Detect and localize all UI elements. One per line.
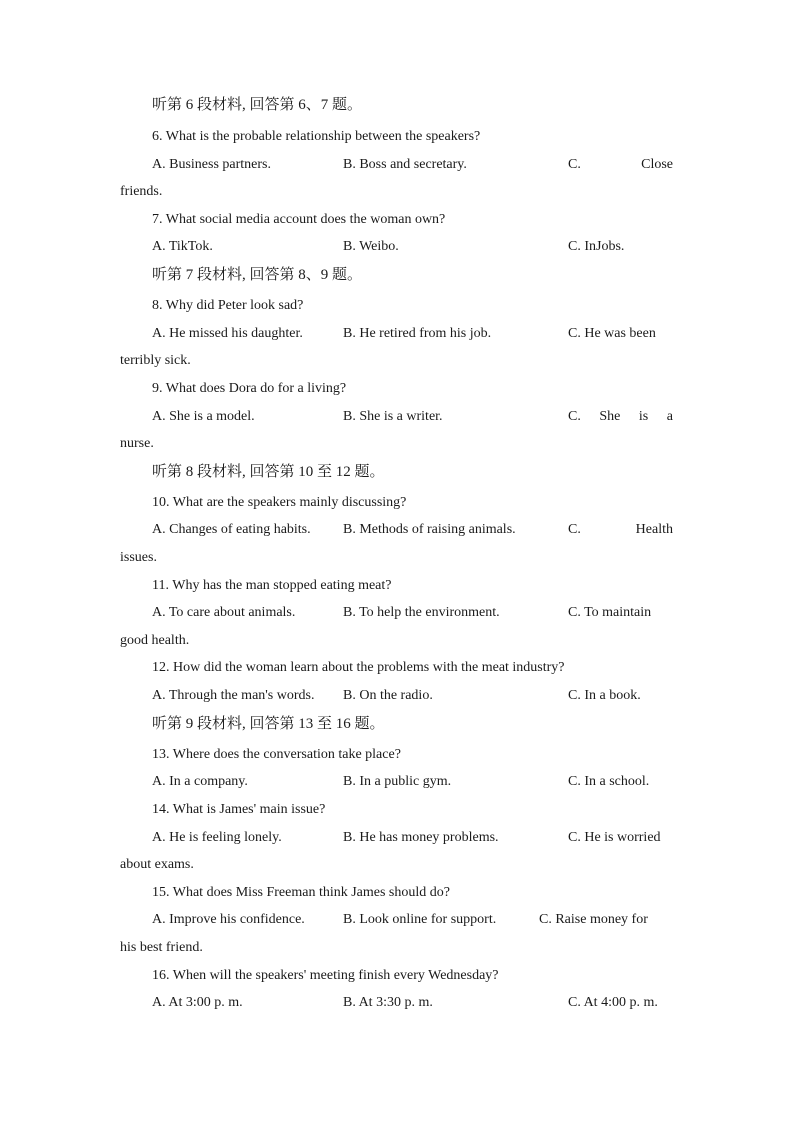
option-12-b: B. On the radio. <box>343 688 433 703</box>
option-9-c-word: a <box>666 409 673 424</box>
question-9: 9. What does Dora do for a living? <box>152 381 347 396</box>
option-9-c <box>568 407 673 427</box>
options-16 <box>152 993 673 1013</box>
option-10-c <box>568 520 673 540</box>
question-7: 7. What social media account does the woman own? <box>152 212 446 227</box>
question-11: 11. Why has the man stopped eating meat? <box>152 578 392 593</box>
option-11-c: C. To maintain <box>568 605 652 620</box>
option-14-b: B. He has money problems. <box>343 830 499 845</box>
option-9-a: A. She is a model. <box>152 409 255 424</box>
option-8-b: B. He retired from his job. <box>343 326 492 341</box>
options-12 <box>152 686 673 706</box>
option-15-b: B. Look online for support. <box>343 912 497 927</box>
option-16-b: B. At 3:30 p. m. <box>343 995 433 1010</box>
option-15-c-wrap: his best friend. <box>120 940 203 955</box>
options-13 <box>152 772 673 792</box>
option-16-c: C. At 4:00 p. m. <box>568 995 658 1010</box>
option-10-a: A. Changes of eating habits. <box>152 522 311 537</box>
option-8-c-wrap: terribly sick. <box>120 353 191 368</box>
option-13-a: A. In a company. <box>152 774 248 789</box>
question-6: 6. What is the probable relationship between the speakers? <box>152 129 481 144</box>
question-16: 16. When will the speakers' meeting finish every Wednesday? <box>152 968 499 983</box>
option-13-c: C. In a school. <box>568 774 650 789</box>
option-9-c-wrap: nurse. <box>120 436 154 451</box>
question-12: 12. How did the woman learn about the problems with the meat industry? <box>152 660 565 675</box>
option-10-b: B. Methods of raising animals. <box>343 522 516 537</box>
option-9-c-word: C. <box>568 409 581 424</box>
option-14-c: C. He is worried <box>568 830 661 845</box>
option-14-c-wrap: about exams. <box>120 857 194 872</box>
option-11-c-wrap: good health. <box>120 633 190 648</box>
option-9-b: B. She is a writer. <box>343 409 443 424</box>
option-14-a: A. He is feeling lonely. <box>152 830 282 845</box>
option-9-c-word: She <box>599 409 621 424</box>
option-6-b: B. Boss and secretary. <box>343 157 467 172</box>
question-10: 10. What are the speakers mainly discussing? <box>152 495 407 510</box>
option-6-c <box>568 155 673 175</box>
option-7-a: A. TikTok. <box>152 239 213 254</box>
section-heading-9: 听第 9 段材料, 回答第 13 至 16 题。 <box>152 716 385 732</box>
option-10-c-text: Health <box>635 522 673 537</box>
option-11-a: A. To care about animals. <box>152 605 296 620</box>
option-6-c-text: Close <box>641 157 673 172</box>
option-6-c-letter: C. <box>568 157 581 172</box>
options-11 <box>152 603 673 623</box>
options-6 <box>152 155 673 175</box>
options-7 <box>152 237 673 257</box>
question-15: 15. What does Miss Freeman think James should do? <box>152 885 450 900</box>
option-8-a: A. He missed his daughter. <box>152 326 303 341</box>
options-8 <box>152 324 673 344</box>
options-14 <box>152 828 673 848</box>
section-heading-7: 听第 7 段材料, 回答第 8、9 题。 <box>152 267 363 283</box>
option-6-a: A. Business partners. <box>152 157 271 172</box>
question-14: 14. What is James' main issue? <box>152 802 326 817</box>
options-10 <box>152 520 673 540</box>
option-11-b: B. To help the environment. <box>343 605 500 620</box>
option-6-c-wrap: friends. <box>120 184 163 199</box>
section-heading-6: 听第 6 段材料, 回答第 6、7 题。 <box>152 97 363 113</box>
option-7-b: B. Weibo. <box>343 239 399 254</box>
options-9 <box>152 407 673 427</box>
option-15-c: C. Raise money for <box>539 912 648 927</box>
option-13-b: B. In a public gym. <box>343 774 452 789</box>
option-9-c-word: is <box>638 409 649 424</box>
option-12-a: A. Through the man's words. <box>152 688 315 703</box>
option-16-a: A. At 3:00 p. m. <box>152 995 243 1010</box>
question-8: 8. Why did Peter look sad? <box>152 298 304 313</box>
option-15-a: A. Improve his confidence. <box>152 912 305 927</box>
options-15 <box>152 910 673 930</box>
question-13: 13. Where does the conversation take place? <box>152 747 401 762</box>
section-heading-8: 听第 8 段材料, 回答第 10 至 12 题。 <box>152 464 385 480</box>
option-12-c: C. In a book. <box>568 688 641 703</box>
option-10-c-wrap: issues. <box>120 550 157 565</box>
option-8-c: C. He was been <box>568 326 656 341</box>
option-10-c-letter: C. <box>568 522 581 537</box>
option-7-c: C. InJobs. <box>568 239 625 254</box>
